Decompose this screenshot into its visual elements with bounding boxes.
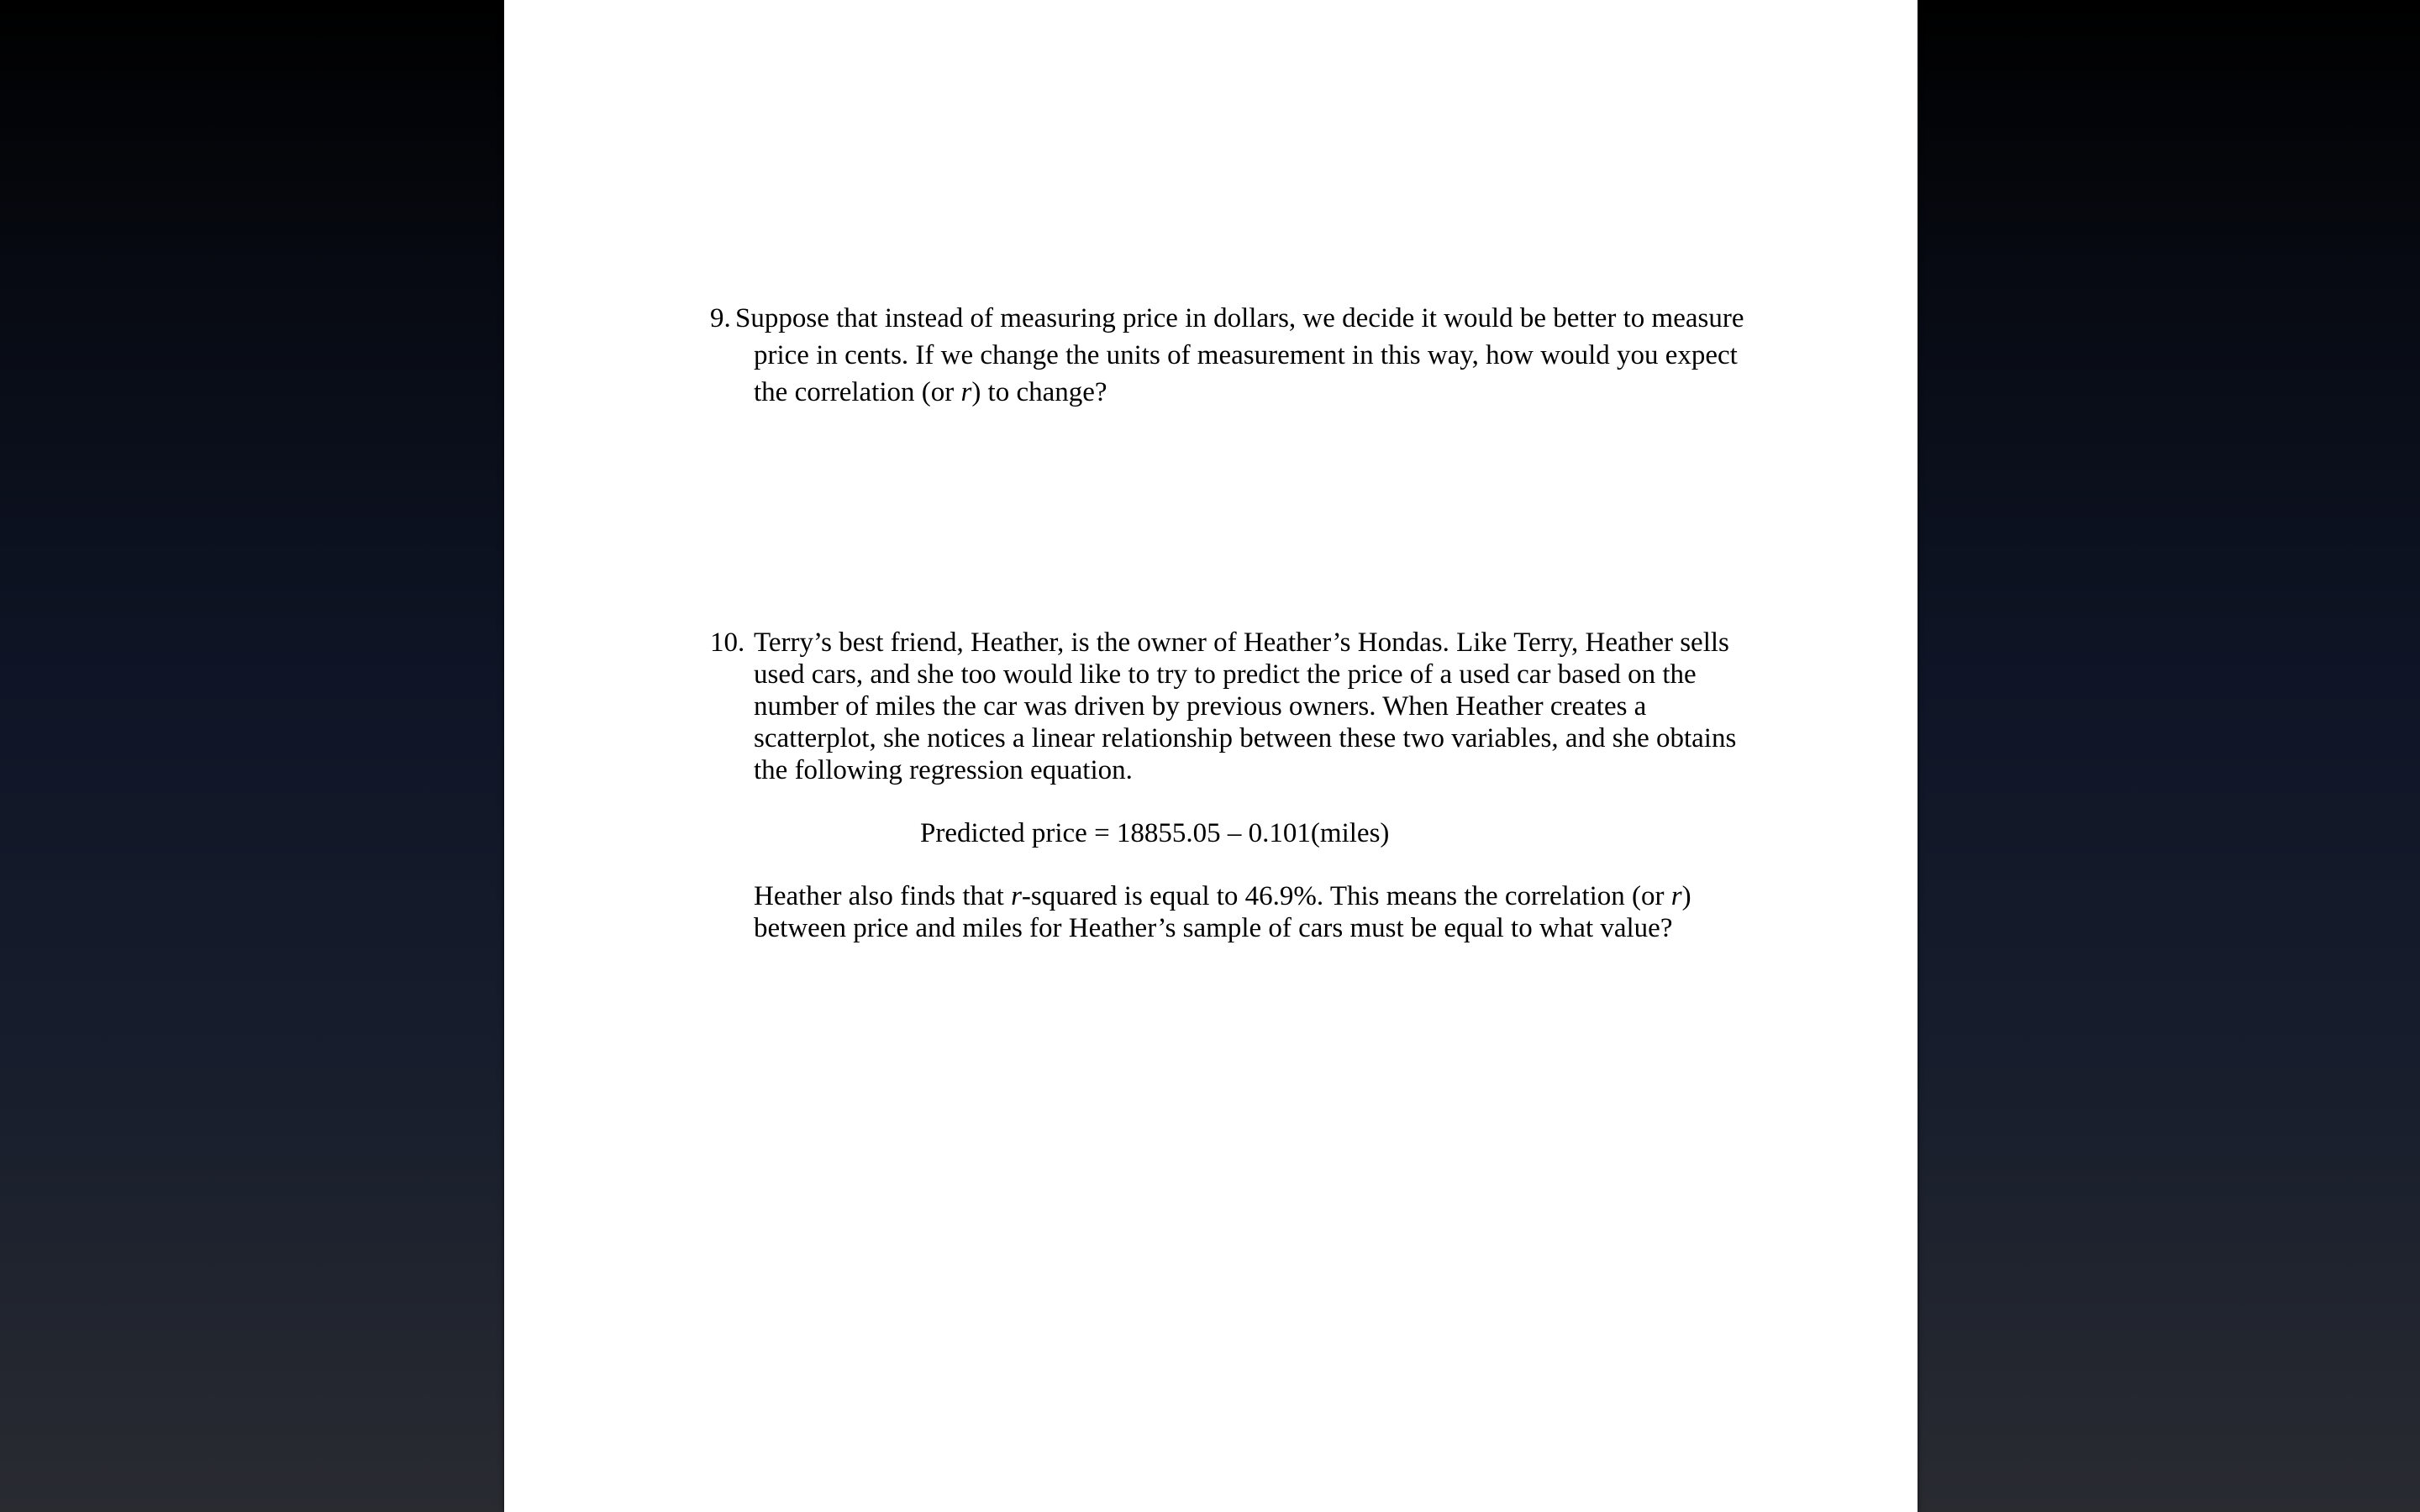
question-10 xyxy=(710,627,1752,944)
question-9-text-part-1: Suppose that instead of measuring price in dollars, we decide it would be better to measure price in cents. If we change the units of measurement in this way, how would you expect the correlation (or xyxy=(735,303,1744,407)
question-9-r-variable: r xyxy=(960,377,972,407)
question-10-paragraph-2 xyxy=(754,880,1752,944)
question-9 xyxy=(710,300,1752,411)
question-10-p2-part-2: -squared is equal to 46.9%. This means the correlation (or xyxy=(1021,881,1671,911)
question-10-r-variable-2: r xyxy=(1670,881,1682,911)
question-10-paragraph-1: Terry’s best friend, Heather, is the owner of Heather’s Hondas. Like Terry, Heather sells used cars, and she too would like to try to predict the price of a used car based on the number of miles the car was driven by previous owners. When Heather creates a scatterplot, she notices a linear relationship between these two variables, and she obtains the following regression equation. xyxy=(754,627,1737,785)
question-10-p2-part-3: ) between price and miles for Heather’s sample of cars must be equal to what value? xyxy=(754,881,1691,943)
regression-equation: Predicted price = 18855.05 – 0.101(miles) xyxy=(920,818,1390,848)
question-10-number: 10. xyxy=(710,627,745,658)
question-10-p2-part-1: Heather also finds that xyxy=(754,881,1012,911)
question-10-r-variable-1: r xyxy=(1011,881,1022,911)
question-9-text-part-2: ) to change? xyxy=(971,377,1107,407)
document-page xyxy=(504,0,1918,1512)
question-9-text xyxy=(735,300,1752,411)
question-9-number: 9. xyxy=(710,303,731,333)
question-10-body xyxy=(754,627,1752,944)
